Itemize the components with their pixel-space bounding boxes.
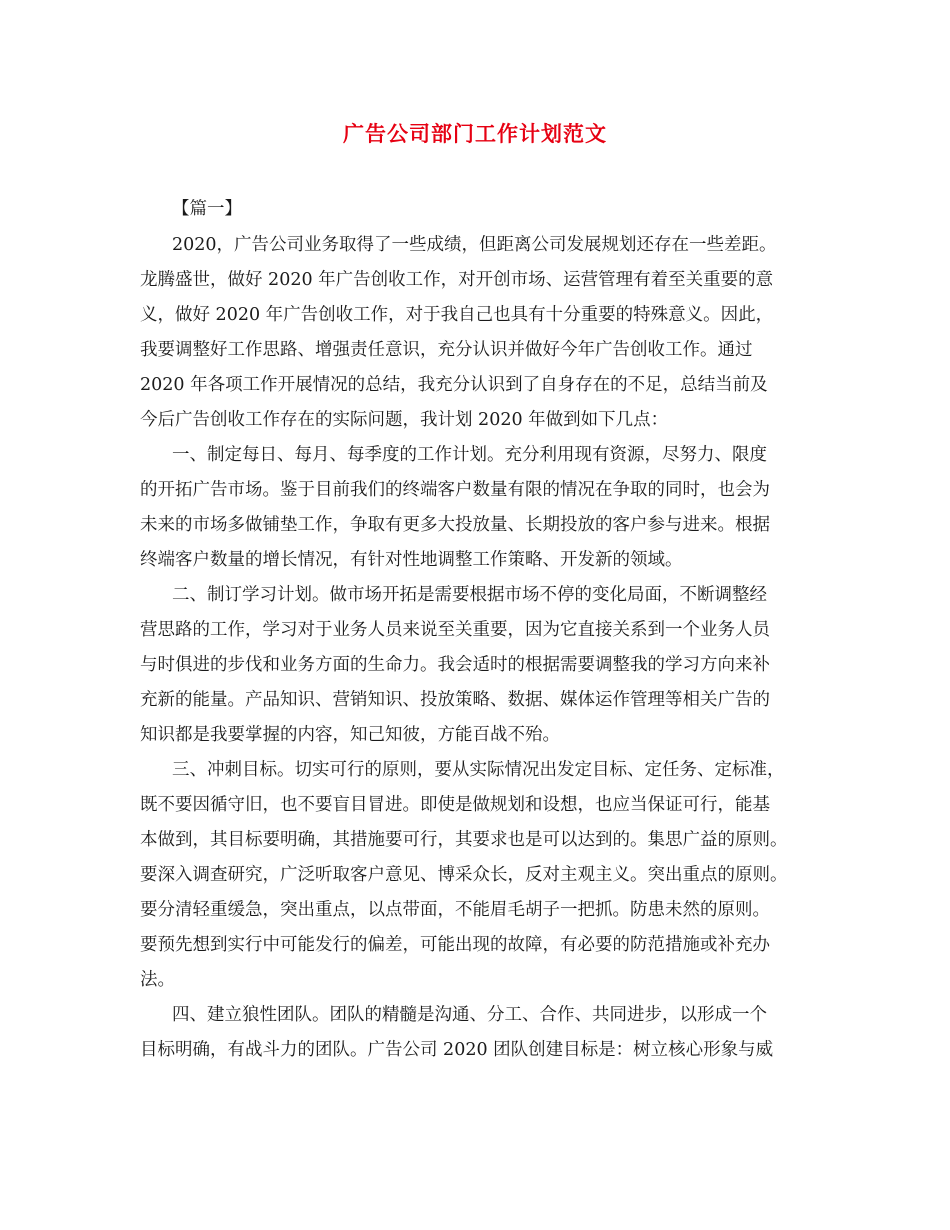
section-heading: 【篇一】 <box>172 199 242 219</box>
paragraph-line: 目标明确，有战斗力的团队。广告公司 2020 团队创建目标是：树立核心形象与威 <box>140 1040 774 1060</box>
paragraph-line: 知识都是我要掌握的内容，知己知彼，方能百战不殆。 <box>140 725 560 745</box>
paragraph-line: 要预先想到实行中可能发行的偏差，可能出现的故障，有必要的防范措施或补充办 <box>140 935 770 955</box>
paragraph-line: 既不要因循守旧，也不要盲目冒进。即使是做规划和设想，也应当保证可行，能基 <box>140 795 770 815</box>
paragraph-line: 一、制定每日、每月、每季度的工作计划。充分利用现有资源，尽努力、限度 <box>172 445 767 465</box>
paragraph-line: 三、冲刺目标。切实可行的原则，要从实际情况出发定目标、定任务、定标准， <box>172 760 785 780</box>
paragraph-line: 充新的能量。产品知识、营销知识、投放策略、数据、媒体运作管理等相关广告的 <box>140 690 770 710</box>
paragraph-line: 2020 年各项工作开展情况的总结，我充分认识到了自身存在的不足，总结当前及 <box>140 375 768 395</box>
paragraph-line: 义，做好 2020 年广告创收工作，对于我自己也具有十分重要的特殊意义。因此， <box>140 305 774 325</box>
document-title: 广告公司部门工作计划范文 <box>343 122 607 146</box>
paragraph-line: 法。 <box>140 970 175 990</box>
paragraph-line: 今后广告创收工作存在的实际问题，我计划 2020 年做到如下几点： <box>140 410 669 430</box>
paragraph-line: 营思路的工作，学习对于业务人员来说至关重要，因为它直接关系到一个业务人员 <box>140 620 770 640</box>
paragraph-line: 的开拓广告市场。鉴于目前我们的终端客户数量有限的情况在争取的同时，也会为 <box>140 480 770 500</box>
paragraph-line: 龙腾盛世，做好 2020 年广告创收工作，对开创市场、运营管理有着至关重要的意 <box>140 270 774 290</box>
paragraph-line: 我要调整好工作思路、增强责任意识，充分认识并做好今年广告创收工作。通过 <box>140 340 753 360</box>
paragraph-line: 与时俱进的步伐和业务方面的生命力。我会适时的根据需要调整我的学习方向来补 <box>140 655 770 675</box>
paragraph-line: 要深入调查研究，广泛听取客户意见、博采众长，反对主观主义。突出重点的原则。 <box>140 865 788 885</box>
paragraph-line: 未来的市场多做铺垫工作，争取有更多大投放量、长期投放的客户参与进来。根据 <box>140 515 770 535</box>
paragraph-line: 本做到，其目标要明确，其措施要可行，其要求也是可以达到的。集思广益的原则。 <box>140 830 788 850</box>
paragraph-line: 四、建立狼性团队。团队的精髓是沟通、分工、合作、共同进步，以形成一个 <box>172 1005 767 1025</box>
paragraph-line: 2020，广告公司业务取得了一些成绩，但距离公司发展规划还存在一些差距。 <box>172 235 777 255</box>
paragraph-line: 二、制订学习计划。做市场开拓是需要根据市场不停的变化局面，不断调整经 <box>172 585 767 605</box>
paragraph-line: 要分清轻重缓急，突出重点，以点带面，不能眉毛胡子一把抓。防患未然的原则。 <box>140 900 770 920</box>
paragraph-line: 终端客户数量的增长情况，有针对性地调整工作策略、开发新的领域。 <box>140 550 683 570</box>
